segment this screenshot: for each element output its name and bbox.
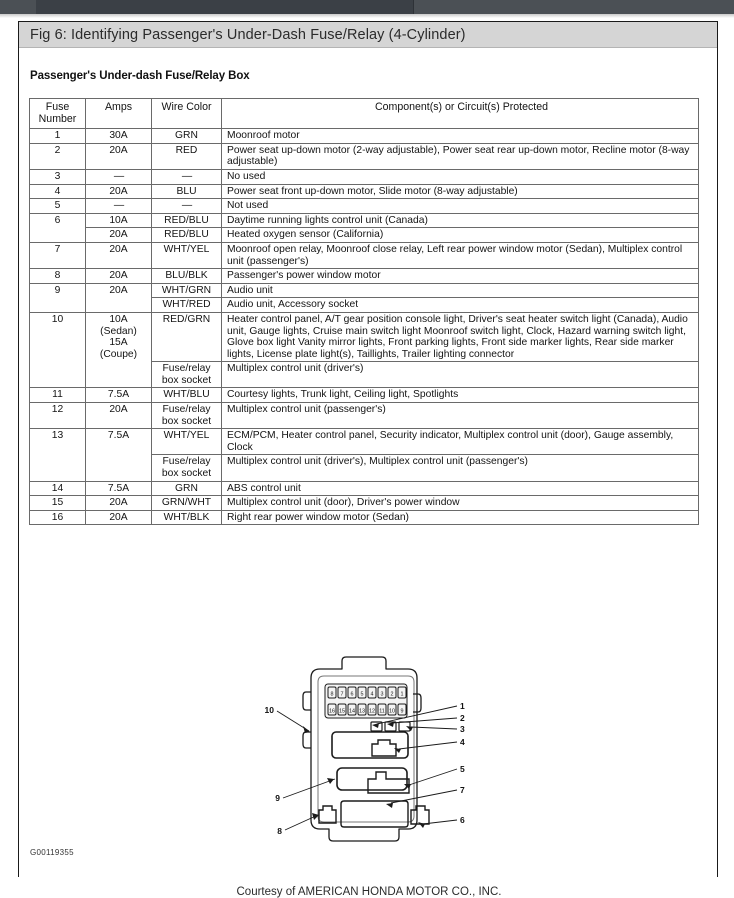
svg-text:4: 4 xyxy=(460,737,465,747)
table-row xyxy=(30,143,699,169)
cell-wire-color: BLU xyxy=(152,184,222,199)
cell-amps: 20A xyxy=(86,228,152,243)
fuse-table xyxy=(29,98,699,525)
cell-wire-color: — xyxy=(152,199,222,214)
svg-text:11: 11 xyxy=(379,708,385,715)
section-heading: Passenger's Under-dash Fuse/Relay Box xyxy=(30,70,250,82)
relay-socket-4 xyxy=(372,740,396,756)
svg-text:1: 1 xyxy=(460,701,465,711)
cell-wire-color: WHT/BLU xyxy=(152,388,222,403)
cell-amps: 20A xyxy=(86,510,152,525)
cell-wire-color: GRN xyxy=(152,129,222,144)
svg-text:14: 14 xyxy=(349,708,355,715)
figure-title: Fig 6: Identifying Passenger's Under-Dash Fuse/Relay (4-Cylinder) xyxy=(30,26,466,43)
browser-tab[interactable] xyxy=(36,0,414,14)
cell-component: Multiplex control unit (driver's), Multiplex control unit (passenger's) xyxy=(222,455,699,481)
housing-tab-left-1 xyxy=(303,692,311,710)
cell-component: Audio unit xyxy=(222,283,699,298)
svg-text:5: 5 xyxy=(360,691,364,698)
col-header-fuse-number: Fuse Number xyxy=(30,99,86,129)
cell-fuse-number: 3 xyxy=(30,169,86,184)
callout-labels-right xyxy=(460,701,465,825)
cell-wire-color: WHT/GRN xyxy=(152,283,222,298)
svg-text:1: 1 xyxy=(400,691,404,698)
cell-component: Power seat up-down motor (2-way adjustable), Power seat rear up-down motor, Recline motor (8-way adjustable) xyxy=(222,143,699,169)
cell-fuse-number: 6 xyxy=(30,213,86,242)
cell-component: No used xyxy=(222,169,699,184)
cell-component: Multiplex control unit (driver's) xyxy=(222,362,699,388)
svg-text:7: 7 xyxy=(340,691,344,698)
cell-amps: 10A (Sedan) 15A (Coupe) xyxy=(86,312,152,388)
table-row xyxy=(30,184,699,199)
svg-text:10: 10 xyxy=(264,705,274,715)
cell-wire-color: WHT/YEL xyxy=(152,242,222,268)
cell-fuse-number: 1 xyxy=(30,129,86,144)
table-row xyxy=(30,228,699,243)
cell-amps: 20A xyxy=(86,184,152,199)
cell-wire-color: Fuse/relay box socket xyxy=(152,455,222,481)
table-row xyxy=(30,129,699,144)
cell-amps: 7.5A xyxy=(86,388,152,403)
cell-fuse-number: 16 xyxy=(30,510,86,525)
cell-fuse-number: 8 xyxy=(30,269,86,284)
table-row xyxy=(30,403,699,429)
cell-wire-color: WHT/RED xyxy=(152,298,222,313)
relay-socket-8 xyxy=(319,806,336,823)
svg-text:3: 3 xyxy=(460,724,465,734)
cell-wire-color: GRN xyxy=(152,481,222,496)
cell-amps: 7.5A xyxy=(86,481,152,496)
table-row xyxy=(30,481,699,496)
svg-text:15: 15 xyxy=(339,708,345,715)
cell-fuse-number: 4 xyxy=(30,184,86,199)
cell-fuse-number: 14 xyxy=(30,481,86,496)
svg-text:9: 9 xyxy=(275,793,280,803)
svg-text:9: 9 xyxy=(400,708,404,715)
table-row xyxy=(30,213,699,228)
cell-wire-color: Fuse/relay box socket xyxy=(152,362,222,388)
cell-component: Audio unit, Accessory socket xyxy=(222,298,699,313)
cell-component: ABS control unit xyxy=(222,481,699,496)
svg-text:2: 2 xyxy=(390,691,394,698)
svg-text:3: 3 xyxy=(380,691,384,698)
cell-amps: 20A xyxy=(86,242,152,268)
callout-labels-left xyxy=(265,705,283,836)
cell-fuse-number: 2 xyxy=(30,143,86,169)
cell-wire-color: BLU/BLK xyxy=(152,269,222,284)
cell-fuse-number: 9 xyxy=(30,283,86,312)
svg-text:4: 4 xyxy=(370,691,374,698)
cell-fuse-number: 7 xyxy=(30,242,86,268)
browser-chrome-bar xyxy=(0,0,734,14)
cell-component: Courtesy lights, Trunk light, Ceiling light, Spotlights xyxy=(222,388,699,403)
cell-fuse-number: 5 xyxy=(30,199,86,214)
table-row xyxy=(30,312,699,361)
cell-component: Heater control panel, A/T gear position console light, Driver's seat heater switch light (Canada), Audio unit, Gauge lights, Cruise main switch light Moonroof switch light, Clock, Hazard warning switch light, Glove box light Vanity mirror lights, Front parking lights, Front side marker lights, Rear side marker lights, License plate light(s), Taillights, Trailer lighting connector xyxy=(222,312,699,361)
cell-amps: 10A xyxy=(86,213,152,228)
table-row xyxy=(30,283,699,298)
cell-wire-color: WHT/BLK xyxy=(152,510,222,525)
cell-component: Multiplex control unit (door), Driver's power window xyxy=(222,496,699,511)
table-row xyxy=(30,242,699,268)
cell-wire-color: — xyxy=(152,169,222,184)
cell-component: ECM/PCM, Heater control panel, Security indicator, Multiplex control unit (door), Gauge assembly, Clock xyxy=(222,429,699,455)
relay-socket-7 xyxy=(341,801,408,827)
cell-amps: 7.5A xyxy=(86,429,152,481)
cell-wire-color: Fuse/relay box socket xyxy=(152,403,222,429)
cell-amps: 30A xyxy=(86,129,152,144)
cell-component: Right rear power window motor (Sedan) xyxy=(222,510,699,525)
table-header-row xyxy=(30,99,699,129)
col-header-amps: Amps xyxy=(86,99,152,129)
cell-amps: 20A xyxy=(86,283,152,312)
fuse-box-diagram xyxy=(19,648,719,848)
cell-component: Not used xyxy=(222,199,699,214)
table-row xyxy=(30,169,699,184)
image-id-label: G00119355 xyxy=(30,848,74,857)
cell-component: Moonroof motor xyxy=(222,129,699,144)
fuse-table-body xyxy=(30,129,699,525)
svg-text:6: 6 xyxy=(350,691,354,698)
cell-component: Daytime running lights control unit (Canada) xyxy=(222,213,699,228)
table-row xyxy=(30,429,699,455)
cell-fuse-number: 15 xyxy=(30,496,86,511)
table-row xyxy=(30,496,699,511)
document-panel xyxy=(18,21,718,898)
svg-text:16: 16 xyxy=(329,708,335,715)
svg-text:6: 6 xyxy=(460,815,465,825)
cell-amps: — xyxy=(86,199,152,214)
cell-component: Passenger's power window motor xyxy=(222,269,699,284)
housing-tab-left-2 xyxy=(303,732,311,748)
svg-text:8: 8 xyxy=(277,826,282,836)
figure-title-bar xyxy=(19,22,717,48)
cell-fuse-number: 13 xyxy=(30,429,86,481)
cell-fuse-number: 10 xyxy=(30,312,86,388)
svg-text:5: 5 xyxy=(460,764,465,774)
table-row xyxy=(30,199,699,214)
chrome-shadow xyxy=(0,14,734,18)
svg-text:7: 7 xyxy=(460,785,465,795)
svg-text:12: 12 xyxy=(369,708,375,715)
cell-fuse-number: 11 xyxy=(30,388,86,403)
table-row xyxy=(30,388,699,403)
cell-component: Heated oxygen sensor (California) xyxy=(222,228,699,243)
table-row xyxy=(30,510,699,525)
cell-amps: — xyxy=(86,169,152,184)
svg-text:10: 10 xyxy=(389,708,395,715)
cell-wire-color: RED/GRN xyxy=(152,312,222,361)
cell-wire-color: RED/BLU xyxy=(152,213,222,228)
cell-component: Power seat front up-down motor, Slide motor (8-way adjustable) xyxy=(222,184,699,199)
cell-component: Multiplex control unit (passenger's) xyxy=(222,403,699,429)
svg-text:2: 2 xyxy=(460,713,465,723)
cell-amps: 20A xyxy=(86,269,152,284)
cell-wire-color: RED/BLU xyxy=(152,228,222,243)
cell-amps: 20A xyxy=(86,496,152,511)
cell-fuse-number: 12 xyxy=(30,403,86,429)
cell-component: Moonroof open relay, Moonroof close relay, Left rear power window motor (Sedan), Multiplex control unit (passenger's) xyxy=(222,242,699,268)
cell-wire-color: WHT/YEL xyxy=(152,429,222,455)
cell-amps: 20A xyxy=(86,143,152,169)
col-header-wire-color: Wire Color xyxy=(152,99,222,129)
fuse-table-head xyxy=(30,99,699,129)
fuse-box-diagram-svg xyxy=(19,648,719,853)
table-row xyxy=(30,269,699,284)
svg-text:13: 13 xyxy=(359,708,365,715)
col-header-component: Component(s) or Circuit(s) Protected xyxy=(222,99,699,129)
document-body xyxy=(19,48,717,898)
svg-text:8: 8 xyxy=(330,691,334,698)
cell-amps: 20A xyxy=(86,403,152,429)
cell-wire-color: GRN/WHT xyxy=(152,496,222,511)
courtesy-line: Courtesy of AMERICAN HONDA MOTOR CO., INC. xyxy=(236,886,502,898)
cell-wire-color: RED xyxy=(152,143,222,169)
